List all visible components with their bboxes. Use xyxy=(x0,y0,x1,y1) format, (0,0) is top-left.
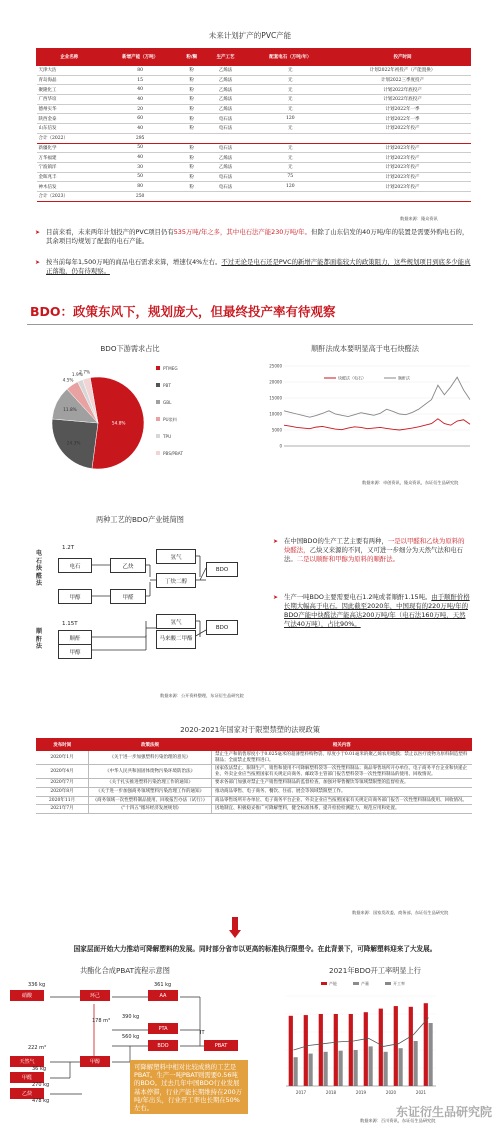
node-calcium-carbide: 电石 xyxy=(58,558,92,573)
table-cell: 《商务领域一次性塑料制品使用、回收报告办法（试行）》 xyxy=(89,796,212,805)
table-cell: 《"十四五"循环经济发展规划》 xyxy=(89,805,212,814)
bar-capacity xyxy=(409,1007,413,1086)
bar-output xyxy=(354,1050,358,1086)
legend-label: PBT xyxy=(163,383,171,388)
bar-capacity xyxy=(304,1015,308,1086)
legend-swatch xyxy=(156,434,160,438)
label-maleic-method: 顺酐法 xyxy=(36,628,43,650)
table-cell: 无 xyxy=(246,124,334,134)
table-cell: 乙烯法 xyxy=(205,75,246,85)
table-cell: 2020年4月 xyxy=(36,765,89,779)
table-cell: 计划2023年投产 xyxy=(334,162,470,172)
table-cell: 250 xyxy=(102,191,178,201)
pbat-qty-4: 222 m³ xyxy=(28,1045,47,1051)
table-cell: 粉 xyxy=(178,114,205,124)
bar-output xyxy=(324,1052,328,1086)
pvc-header-cell: 投产时间 xyxy=(334,49,470,66)
bar-chart-title: 2021年BDO开工率明显上行 xyxy=(329,966,421,975)
table-cell: 电石法 xyxy=(205,114,246,124)
table-cell: 计划2023年投产 xyxy=(334,182,470,192)
arrow-icon: ➤ xyxy=(35,229,41,236)
x-tick-label: 2019 xyxy=(355,1090,367,1095)
table-cell: 广西华谊 xyxy=(37,95,102,105)
pbat-note-box: 可降解塑料中相对比较成熟的工艺是PBAT。生产一吨PBAT则需要0.56吨的BDO。过去几年中国BDO行业发展基本停滞，行业产能长期维持在200万吨/年出头，行业开工率也长期在50%左右。 xyxy=(130,1060,248,1114)
watermark: 东证衍生品研究院 xyxy=(395,1105,492,1119)
table-cell: 电石法 xyxy=(205,124,246,134)
table-cell: 计划2023年投产 xyxy=(334,143,470,153)
x-tick-label: 2017 xyxy=(295,1090,307,1095)
pbat-node-pta: PTA xyxy=(148,1023,178,1034)
legend-swatch xyxy=(156,400,160,404)
y-tick-label: 20000 xyxy=(269,379,282,385)
legend-swatch xyxy=(156,366,160,370)
table-cell: 金晖兆丰 xyxy=(37,172,102,182)
pbat-qty-8: 560 kg xyxy=(122,1034,140,1040)
pie-data-label: 11.8% xyxy=(63,408,77,414)
pbat-node-cyclohexane: 环己 xyxy=(80,990,110,1001)
table-cell: 2020年11月 xyxy=(36,796,89,805)
table-cell: 计划2022年初投产（产能置换） xyxy=(334,66,470,76)
table-cell: 计划2023年投产 xyxy=(334,172,470,182)
table-cell: 无 xyxy=(246,75,334,85)
pbat-node-acetylene: 乙炔 xyxy=(10,1088,44,1099)
legend-label: GBL xyxy=(163,400,172,405)
table-cell: 无 xyxy=(246,104,334,114)
pbat-node-bdo: BDO xyxy=(148,1040,178,1051)
table-cell: 神木信发 xyxy=(37,182,102,192)
table-cell: 40 xyxy=(102,85,178,95)
node-methanol-2: 甲醇 xyxy=(58,644,92,659)
table-row xyxy=(36,751,472,765)
table-cell: 《关于扎实推进塑料污染治理工作的通知》 xyxy=(89,779,212,788)
table-cell: 乙烯法 xyxy=(205,162,246,172)
legend-label: 产能 xyxy=(329,981,337,986)
table-cell: 计划2022年投产 xyxy=(334,124,470,134)
legend-label: 炔醛法（电石） xyxy=(338,375,366,381)
table-cell: 60 xyxy=(102,114,178,124)
down-arrow-icon xyxy=(229,917,241,939)
pvc-header-cell: 新增产能（万吨） xyxy=(102,49,178,66)
table-cell: 粉 xyxy=(178,95,205,105)
legend-label: 顺酐法 xyxy=(398,375,410,381)
table-row xyxy=(37,114,471,124)
legend-label: PTMEG xyxy=(163,366,178,371)
table-cell: 计划2022年底投产 xyxy=(334,85,470,95)
pbat-qty-2: 361 kg xyxy=(154,982,172,988)
table-cell: 乙烯法 xyxy=(205,66,246,76)
pbat-node-methanol: 甲醇 xyxy=(80,1056,110,1067)
pbat-node-aa: AA xyxy=(148,990,178,1001)
table-cell: 电石法 xyxy=(205,182,246,192)
node-maleic-anhydride: 顺酐 xyxy=(58,630,92,645)
x-tick-label: 2020 xyxy=(385,1090,397,1095)
bdo-demand-pie-chart xyxy=(40,358,240,488)
table-cell: 粉 xyxy=(178,85,205,95)
table-row xyxy=(37,66,471,76)
node-methanol-1: 甲醇 xyxy=(58,589,92,604)
line-series xyxy=(284,419,470,430)
x-tick-label: 2018 xyxy=(325,1090,337,1095)
table-cell: 粉 xyxy=(178,143,205,153)
bar-capacity xyxy=(289,1016,293,1086)
table-cell: 计划2022年底投产 xyxy=(334,95,470,105)
table-cell xyxy=(205,133,246,143)
legend-swatch xyxy=(321,982,327,985)
table-cell: 要求各部门加强对禁止生产销售塑料制品的监督检查，加强对零售餐饮等领域禁限塑的监督检查。 xyxy=(212,779,473,788)
table-cell: 因地制宜、积极稳妥推广可降解塑料，健全标准体系，提升检验检测能力，规范应用和处置。 xyxy=(212,805,473,814)
table-cell: 120 xyxy=(246,182,334,192)
pbat-node-formaldehyde: 甲醛 xyxy=(10,1072,44,1083)
pbat-qty-7: 478 kg xyxy=(32,1098,50,1104)
legend-swatch xyxy=(156,451,160,455)
table-cell: 无 xyxy=(246,153,334,163)
pvc-header-cell: 企业名称 xyxy=(37,49,102,66)
table-cell: 青岛海晶 xyxy=(37,75,102,85)
y-tick-label: 25000 xyxy=(269,363,282,369)
y-tick-label: 15000 xyxy=(269,395,282,401)
table-cell xyxy=(205,191,246,201)
pbat-qty-3: 178 m³ xyxy=(92,1018,111,1024)
table-cell: 无 xyxy=(246,143,334,153)
legend-label: PU浆料 xyxy=(163,417,177,422)
pbat-qty-1: 336 kg xyxy=(28,982,46,988)
node-dimethyl-maleate: 马来酸二甲酯 xyxy=(156,630,196,649)
bar-output xyxy=(399,1048,403,1086)
table-cell: 75 xyxy=(246,172,334,182)
table-cell: 无 xyxy=(246,85,334,95)
node-formaldehyde: 甲醛 xyxy=(110,589,146,604)
y-tick-label: 0 xyxy=(279,443,282,449)
section-header xyxy=(27,300,473,325)
table-cell: 40 xyxy=(102,95,178,105)
table-cell: 20 xyxy=(102,104,178,114)
table-cell xyxy=(246,133,334,143)
table-row xyxy=(36,796,472,805)
table-cell: 2021年7月 xyxy=(36,805,89,814)
line-chart-title: 顺酐法成本要明显高于电石炔醛法 xyxy=(311,344,419,353)
table-cell: 乙烯法 xyxy=(205,104,246,114)
table-row xyxy=(36,787,472,796)
table-row xyxy=(36,779,472,788)
y-tick-label: 5000 xyxy=(271,427,282,433)
table-cell: 《中华人民共和国固体废物污染环境防治法》 xyxy=(89,765,212,779)
table-cell: 50 xyxy=(102,143,178,153)
legend-swatch xyxy=(353,982,359,985)
table-row xyxy=(37,133,471,143)
table-row xyxy=(37,95,471,105)
bar-output xyxy=(384,1052,388,1086)
table-cell: 山东信发 xyxy=(37,124,102,134)
policy-header-cell: 发布时间 xyxy=(36,738,89,751)
pvc-header-cell: 粉/糊 xyxy=(178,49,205,66)
node-bdo-2: BDO xyxy=(206,620,238,635)
bar-output xyxy=(309,1054,313,1086)
node-acetylene: 乙炔 xyxy=(110,558,146,573)
table-row xyxy=(37,182,471,192)
table-cell: 无 xyxy=(246,95,334,105)
line-chart-source: 数据来源：卓创资讯，隆众资讯，东证衍生品研究院 xyxy=(362,480,459,485)
node-hydrogen-2: 氢气 xyxy=(156,614,196,629)
pvc-header-cell: 生产工艺 xyxy=(205,49,246,66)
policy-table-title: 2020-2021年国家对于限塑禁塑的法规政策 xyxy=(180,725,320,734)
bdo-capacity-bar-chart xyxy=(276,978,446,1106)
legend-label: 开工率 xyxy=(393,981,405,986)
policy-header-cell: 相关内容 xyxy=(212,738,473,751)
bar-output xyxy=(414,1041,418,1086)
table-cell: 合计（2022） xyxy=(37,133,102,143)
bullet-bdo-2: ➤ 生产一吨BDO主要需要电石1.2吨或者顺酐1.15吨。由于顺酐价格长期大幅高于电石。因此截至2020年，中国现有的220万吨/年的BDO产能中炔醛法产能高达200万吨/年（电石法160万吨，天然气法40万吨），占比90%。 xyxy=(273,593,470,628)
x-tick-label: 2021 xyxy=(415,1090,427,1095)
cost-line-chart xyxy=(262,358,476,464)
table-cell: 粉 xyxy=(178,153,205,163)
label-acetylene-method: 电石炔醛法 xyxy=(36,550,43,587)
table-cell: 《关于进一步加强塑料污染治理的意见》 xyxy=(89,751,212,765)
table-cell: 无 xyxy=(246,162,334,172)
bullet-bdo-1: ➤ 在中国BDO的生产工艺主要有两种，一是以甲醛和乙炔为原料的炔醛法，乙炔又来源的不同，又可进一步细分为天然气法和电石法。二是以顺酐和甲醇为原料的顺酐法。 xyxy=(273,537,465,563)
arrow-icon: ➤ xyxy=(273,594,279,601)
section-title: BDO：政策东风下，规划庞大，但最终投产率有待观察 xyxy=(30,304,336,319)
table-cell xyxy=(178,191,205,201)
bar-output xyxy=(429,1023,433,1086)
table-cell: 2020年7月 xyxy=(36,779,89,788)
bar-capacity xyxy=(349,1014,353,1086)
table-cell xyxy=(178,133,205,143)
table-cell: 商品零售场所开办单位、电子商务平台企业、外卖企业应当按照国家有关规定向商务部门报告一次性塑料制品使用、回收情况。 xyxy=(212,796,473,805)
node-bdo-1: BDO xyxy=(206,562,238,577)
pvc-header-cell: 配套电石（万吨/年） xyxy=(246,49,334,66)
table-row xyxy=(37,191,471,201)
table-cell: 40 xyxy=(102,124,178,134)
pvc-table-title: 未来计划扩产的PVC产能 xyxy=(208,31,292,40)
table-cell: 禁止生产和销售厚度小于0.025毫米的超薄塑料购物袋、厚度小于0.01毫米的聚乙烯农用地膜；禁止以医疗废物为原料制造塑料制品；全面禁止废塑料进口。 xyxy=(212,751,473,765)
pie-data-label: 24.3% xyxy=(66,441,81,447)
table-cell: 2020年1月 xyxy=(36,751,89,765)
node-hydrogen-1: 氢气 xyxy=(156,549,196,564)
bar-chart-source: 数据来源：百川资讯，东证衍生品研究院 xyxy=(360,1118,436,1123)
node-butynediol: 丁炔二醇 xyxy=(156,573,196,588)
y-tick-label: 10000 xyxy=(269,411,282,417)
table-cell: 陕西金泰 xyxy=(37,114,102,124)
table-cell: 粉 xyxy=(178,172,205,182)
table-cell: 国家依法禁止、限制生产、销售和使用不可降解塑料袋等一次性塑料制品；商品零售场所开办单位、电子商务平台企业和快递企业、外卖企业应当按照国家有关规定向商务、邮政等主管部门报告塑料袋等一次性塑料制品的使用、回收情况。 xyxy=(212,765,473,779)
table-row xyxy=(37,153,471,163)
legend-swatch xyxy=(156,417,160,421)
table-cell xyxy=(334,133,470,143)
table-cell: 120 xyxy=(246,114,334,124)
table-cell: 30 xyxy=(102,162,178,172)
pie-chart-title: BDO下游需求占比 xyxy=(100,344,160,353)
table-cell: 80 xyxy=(102,66,178,76)
table-cell: 电石法 xyxy=(205,143,246,153)
table-cell: 新疆化学 xyxy=(37,143,102,153)
qty-maleic: 1.15T xyxy=(62,621,78,627)
pbat-node-nitric-acid: 硝酸 xyxy=(10,990,44,1001)
table-row xyxy=(36,765,472,779)
table-row xyxy=(37,162,471,172)
pbat-label-it: IT xyxy=(200,1030,205,1036)
table-row xyxy=(37,104,471,114)
pbat-flow-title: 共酯化合成PBAT流程示意图 xyxy=(80,966,170,975)
bar-capacity xyxy=(424,1003,428,1086)
table-row xyxy=(36,805,472,814)
table-row xyxy=(37,124,471,134)
arrow-icon: ➤ xyxy=(35,259,41,266)
table-cell: 天津大沽 xyxy=(37,66,102,76)
table-cell: 德州实华 xyxy=(37,104,102,114)
table-cell: 合计（2023） xyxy=(37,191,102,201)
table-row xyxy=(37,85,471,95)
bar-capacity xyxy=(364,1012,368,1086)
pie-data-label: 2.7% xyxy=(79,370,91,376)
policy-table-source: 数据来源：国家发改委，商务部，东证衍生品研究院 xyxy=(352,910,449,915)
bar-output xyxy=(339,1051,343,1086)
line-utilization xyxy=(294,1018,429,1050)
pbat-node-natural-gas: 天然气 xyxy=(10,1056,44,1067)
bar-output xyxy=(294,1057,298,1086)
table-cell: 乙烯法 xyxy=(205,95,246,105)
table-cell: 计划2022年一季 xyxy=(334,104,470,114)
conclusion-text: 国家层面开始大力推动可降解塑料的发展。同时部分省市以更高的标准执行限塑令。在此背景下，可降解塑料迎来了大发展。 xyxy=(73,945,437,953)
policy-table xyxy=(36,738,472,814)
arrow-icon: ➤ xyxy=(273,538,279,545)
pbat-qty-5: 36 kg xyxy=(32,1066,47,1072)
table-cell: 粉 xyxy=(178,75,205,85)
bullet-pvc-1: ➤ 目前来看，未来两年计划投产的PVC项目仍有535万吨/年之多，其中电石法产能230万吨/年。但除了山东信发的40万吨/年的装置是需要外购电石的，其余项目均规划了配套的电石产能。 xyxy=(35,228,469,245)
table-cell: 粉 xyxy=(178,162,205,172)
table-cell: 粉 xyxy=(178,124,205,134)
table-cell: 计划2022三季度投产 xyxy=(334,75,470,85)
table-row xyxy=(37,172,471,182)
table-cell: 电石法 xyxy=(205,172,246,182)
pie-data-label: 54.8% xyxy=(111,421,126,427)
table-cell: 粉 xyxy=(178,104,205,114)
pbat-node-pbat: PBAT xyxy=(204,1040,238,1051)
table-cell: 乙烯法 xyxy=(205,85,246,95)
legend-label: PBS/PBAT xyxy=(163,451,183,456)
pie-data-label: 1.9% xyxy=(71,373,83,379)
table-cell: 50 xyxy=(102,172,178,182)
bar-capacity xyxy=(379,1009,383,1086)
table-cell: 粉 xyxy=(178,182,205,192)
table-cell: 聚隆化工 xyxy=(37,85,102,95)
flow-source: 数据来源：公开资料整理，东证衍生品研究院 xyxy=(160,693,244,698)
table-cell xyxy=(246,191,334,201)
bar-capacity xyxy=(319,1014,323,1086)
bar-capacity xyxy=(394,1006,398,1086)
table-cell: 《关于进一步加强商务领域塑料污染治理工作的通知》 xyxy=(89,787,212,796)
table-cell: 推动商品零售、电子商务、餐饮、住宿、展会等领域禁限塑工作。 xyxy=(212,787,473,796)
table-cell: 40 xyxy=(102,153,178,163)
line-series xyxy=(284,377,470,417)
pbat-qty-6: 270 kg xyxy=(32,1082,50,1088)
table-cell: 计划2022年一季 xyxy=(334,114,470,124)
table-cell: 粉 xyxy=(178,66,205,76)
legend-label: 产量 xyxy=(361,981,369,986)
qty-carbide: 1.2T xyxy=(62,545,75,551)
pbat-qty-9: 390 kg xyxy=(122,1014,140,1020)
table-cell: 乙烯法 xyxy=(205,153,246,163)
legend-label: TPU xyxy=(163,434,172,439)
bar-output xyxy=(369,1046,373,1086)
bar-capacity xyxy=(334,1014,338,1086)
policy-header-cell: 政策法规 xyxy=(89,738,212,751)
table-cell: 宁波镇洋 xyxy=(37,162,102,172)
table-row xyxy=(37,143,471,153)
table-cell: 295 xyxy=(102,133,178,143)
legend-swatch xyxy=(385,982,391,985)
flow-title: 两种工艺的BDO产业链简图 xyxy=(96,515,184,524)
table-row xyxy=(37,75,471,85)
table-cell: 80 xyxy=(102,182,178,192)
table-cell: 15 xyxy=(102,75,178,85)
table-cell xyxy=(334,191,470,201)
pie-data-label: 4.5% xyxy=(62,378,74,384)
bullet-pvc-2: ➤ 按当前每年1,500万吨的商品电石需求来算，增速仅4%左右。不过无论是电石还是PVC的新增产能都面临较大的政策阻力，这些规划项目到底多少能真正落地，仍有待观察。 xyxy=(35,258,471,275)
table-cell: 2020年8月 xyxy=(36,787,89,796)
legend-swatch xyxy=(156,383,160,387)
table-cell: 万华福建 xyxy=(37,153,102,163)
table-cell: 无 xyxy=(246,66,334,76)
table-cell: 计划2023年投产 xyxy=(334,153,470,163)
pvc-table-source: 数据来源：隆众资讯 xyxy=(400,216,438,221)
pvc-capacity-table xyxy=(36,48,471,202)
